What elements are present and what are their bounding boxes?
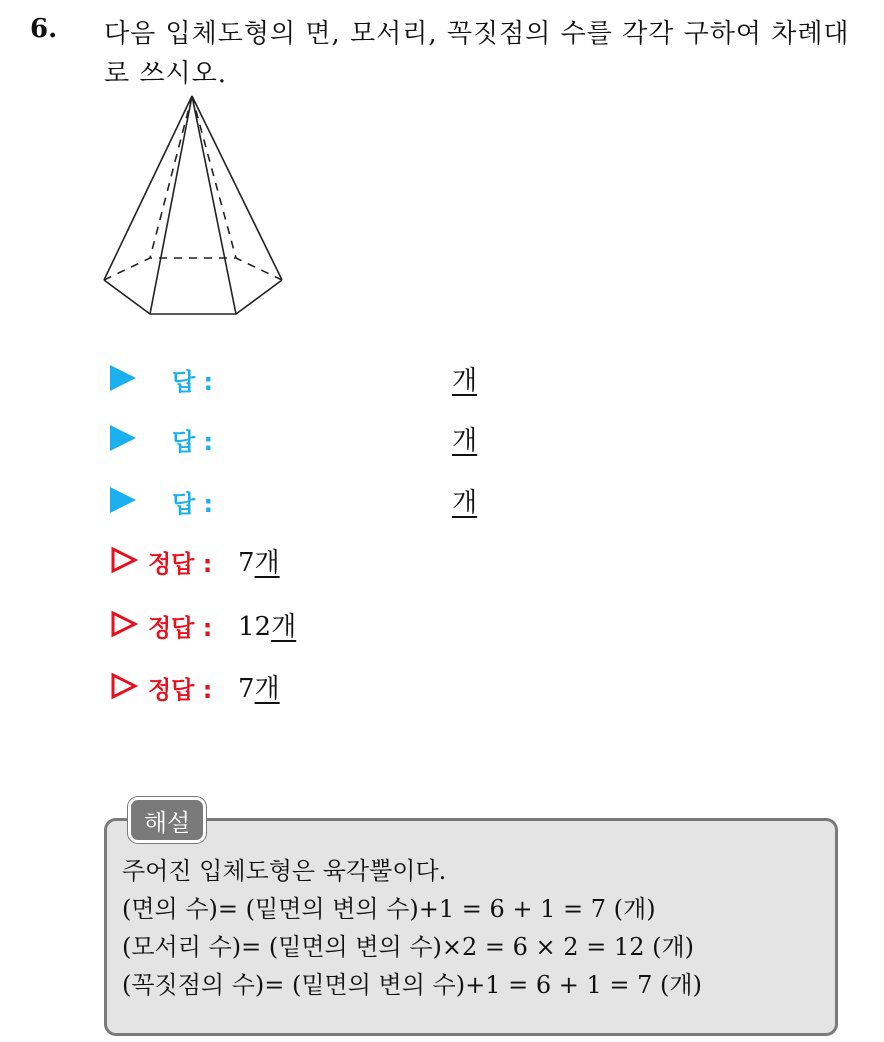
outline-arrow-icon	[110, 672, 138, 700]
explanation-line: (꼭짓점의 수)= (밑면의 변의 수)+1 = 6 + 1 = 7 (개)	[122, 971, 702, 999]
play-arrow-icon	[110, 425, 136, 451]
answer-unit[interactable]: 개	[452, 488, 478, 518]
solution-label: 정답 :	[148, 614, 213, 642]
outline-arrow-icon	[110, 546, 138, 574]
pyramid-hidden-edge	[192, 96, 236, 258]
pyramid-edge	[192, 96, 282, 280]
explanation-text	[122, 852, 702, 1004]
pyramid-base-back	[104, 258, 282, 280]
explanation-line: (모서리 수)= (밑면의 변의 수)×2 = 6 × 2 = 12 (개)	[122, 933, 695, 961]
pyramid-edge	[192, 96, 236, 314]
solution-value: 7	[238, 548, 255, 578]
answer-label: 답 :	[172, 428, 214, 456]
solution-row	[110, 540, 410, 580]
solution-label: 정답 :	[148, 550, 213, 578]
solution-unit: 개	[271, 612, 297, 642]
question-text: 다음 입체도형의 면, 모서리, 꼭짓점의 수를 각각 구하여 차례대로 쓰시오.	[104, 19, 850, 89]
pyramid-hidden-edge	[150, 96, 192, 258]
answer-row	[110, 418, 530, 458]
explanation-line: (면의 수)= (밑면의 변의 수)+1 = 6 + 1 = 7 (개)	[122, 895, 656, 923]
play-arrow-icon	[110, 487, 136, 513]
answer-row	[110, 358, 530, 398]
pyramid-base-front	[104, 280, 282, 314]
outline-arrow-icon	[110, 610, 138, 638]
play-arrow-icon	[110, 365, 136, 391]
answer-row	[110, 480, 530, 520]
solution-unit: 개	[254, 674, 280, 704]
solution-row	[110, 666, 410, 706]
answer-label: 답 :	[172, 490, 214, 518]
solution-label: 정답 :	[148, 676, 213, 704]
solution-value: 7	[238, 674, 255, 704]
hexagonal-pyramid-figure	[98, 92, 288, 318]
solution-unit: 개	[254, 548, 280, 578]
answer-unit[interactable]: 개	[452, 366, 478, 396]
pyramid-edge	[104, 96, 192, 280]
answer-label: 답 :	[172, 368, 214, 396]
explanation-tab: 해설	[128, 797, 206, 843]
solution-value: 12	[238, 612, 272, 642]
solution-row	[110, 604, 410, 644]
question-number: 6.	[30, 14, 58, 44]
pyramid-edge	[150, 96, 192, 314]
answer-unit[interactable]: 개	[452, 426, 478, 456]
explanation-line: 주어진 입체도형은 육각뿔이다.	[122, 857, 447, 885]
